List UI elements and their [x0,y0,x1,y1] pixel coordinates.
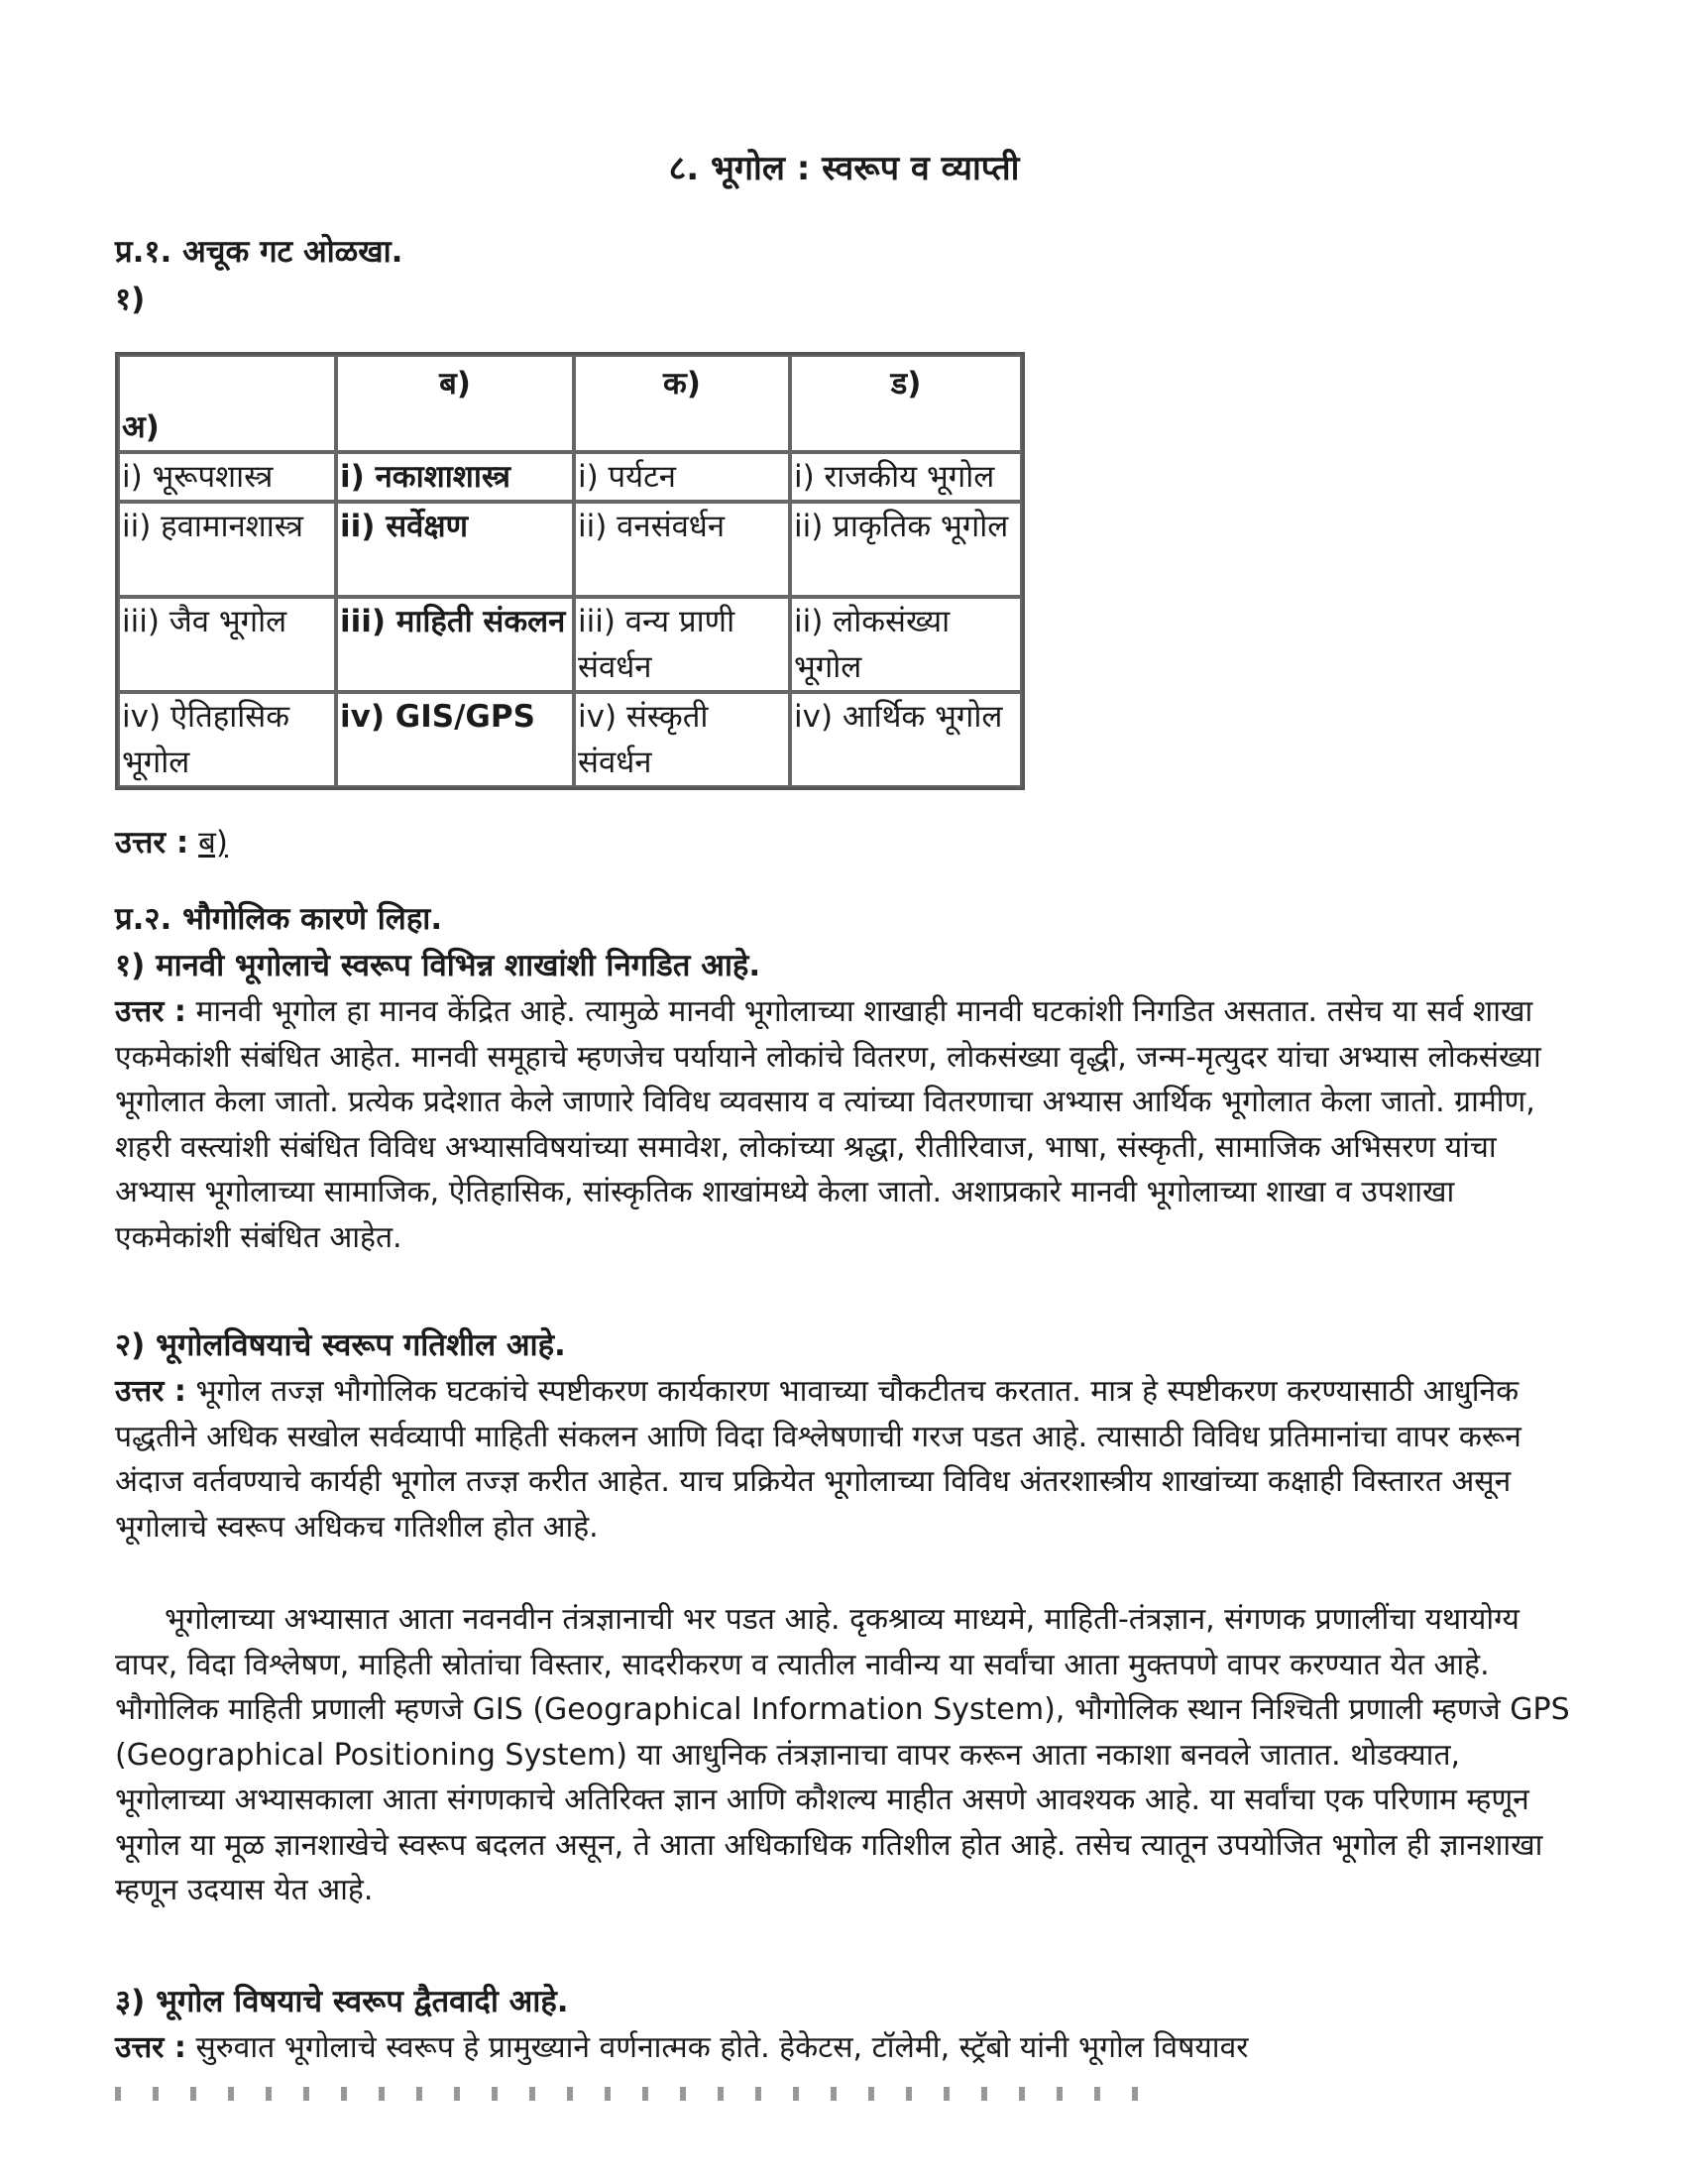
table-cell: ii) सर्वेक्षण [336,502,574,597]
subquestion-2-answer [115,1369,1570,1550]
answer-text: सुरुवात भूगोलाचे स्वरूप हे प्रामुख्याने वर्णनात्मक होते. हेकेटस, टॉलेमी, स्ट्रॅबो यांनी भूगोल विषयावर [195,2030,1249,2065]
answer-label: उत्तर : [115,2030,186,2065]
question-1-heading: प्र.१. अचूक गट ओळखा. [115,234,403,270]
question-1-answer [115,821,228,862]
table-cell: iv) संस्कृती संवर्धन [574,692,790,787]
table-cell: i) पर्यटन [574,452,790,502]
subquestion-2-answer-paragraph-2: भूगोलाच्या अभ्यासात आता नवनवीन तंत्रज्ञानाची भर पडत आहे. दृकश्राव्य माध्यमे, माहिती-तंत्रज्ञान, संगणक प्रणालींचा यथायोग्य वापर, विदा विश्लेषण, माहिती स्रोतांचा विस्तार, सादरीकरण व त्यातील नावीन्य या सर्वांचा आता मुक्तपणे वापर करण्यात येत आहे. भौगोलिक माहिती प्रणाली म्हणजे GIS (Geographical Information System), भौगोलिक स्थान निश्चिती प्रणाली म्हणजे GPS (Geographical Positioning System) या आधुनिक तंत्रज्ञानाचा वापर करून आता नकाशा बनवले जातात. थोडक्यात, भूगोलाच्या अभ्यासकाला आता संगणकाचे अतिरिक्त ज्ञान आणि कौशल्य माहीत असणे आवश्यक आहे. या सर्वांचा एक परिणाम म्हणून भूगोल या मूळ ज्ञानशाखेचे स्वरूप बदलत असून, ते आता अधिकाधिक गतिशील होत आहे. तसेच त्यातून उपयोजित भूगोल ही ज्ञानशाखा म्हणून उदयास येत आहे. [115,1602,1570,1907]
subquestion-2-title: २) भूगोलविषयाचे स्वरूप गतिशील आहे. [115,1327,566,1363]
answer-text: मानवी भूगोल हा मानव केंद्रित आहे. त्यामुळे मानवी भूगोलाच्या शाखाही मानवी घटकांशी निगडित असतात. तसेच या सर्व शाखा एकमेकांशी संबंधित आहेत. मानवी समूहाचे म्हणजेच पर्यायाने लोकांचे वितरण, लोकसंख्या वृद्धी, जन्म-मृत्युदर यांचा अभ्यास लोकसंख्या भूगोलात केला जातो. प्रत्येक प्रदेशात केले जाणारे विविध व्यवसाय व त्यांच्या वितरणाचा अभ्यास आर्थिक भूगोलात केला जातो. ग्रामीण, शहरी वस्त्यांशी संबंधित विविध अभ्यासविषयांच्या समावेश, लोकांच्या श्रद्धा, रीतीरिवाज, भाषा, संस्कृती, सामाजिक अभिसरण यांचा अभ्यास भूगोलाच्या सामाजिक, ऐतिहासिक, सांस्कृतिक शाखांमध्ये केला जातो. अशाप्रकारे मानवी भूगोलाच्या शाखा व उपशाखा एकमेकांशी संबंधित आहेत. [115,994,1541,1255]
table-row [118,692,1022,787]
answer-value: ब) [198,825,228,861]
table-cell: iii) माहिती संकलन [336,597,574,692]
table-cell: iii) जैव भूगोल [118,597,336,692]
table-cell: i) नकाशाशास्त्र [336,452,574,502]
table-header-row [118,355,1022,452]
table-cell: ii) लोकसंख्या भूगोल [790,597,1022,692]
table-cell: ii) हवामानशास्त्र [118,502,336,597]
table-cell: iii) वन्य प्राणी संवर्धन [574,597,790,692]
header-cell: ड) [790,355,1022,452]
subquestion-1-answer [115,989,1570,1260]
question-2-heading: प्र.२. भौगोलिक कारणे लिहा. [115,901,443,937]
table-cell: i) राजकीय भूगोल [790,452,1022,502]
cut-off-text-line [115,2087,1156,2101]
question-1-number: १) [115,282,146,317]
header-cell: अ) [118,355,336,452]
table-cell: iv) आर्थिक भूगोल [790,692,1022,787]
answer-label: उत्तर : [115,994,186,1029]
table-cell: iv) ऐतिहासिक भूगोल [118,692,336,787]
table-cell: ii) वनसंवर्धन [574,502,790,597]
header-cell: ब) [336,355,574,452]
table-cell: iv) GIS/GPS [336,692,574,787]
table-cell: i) भूरूपशास्त्र [118,452,336,502]
table-row [118,452,1022,502]
answer-label: उत्तर : [115,1374,186,1409]
subquestion-3-answer [115,2025,1570,2071]
table-row [118,597,1022,692]
answer-text: भूगोल तज्ज्ञ भौगोलिक घटकांचे स्पष्टीकरण कार्यकारण भावाच्या चौकटीतच करतात. मात्र हे स्पष्टीकरण करण्यासाठी आधुनिक पद्धतीने अधिक सखोल सर्वव्यापी माहिती संकलन आणि विदा विश्लेषणाची गरज पडत आहे. त्यासाठी विविध प्रतिमानांचा वापर करून अंदाज वर्तवण्याचे कार्यही भूगोल तज्ज्ञ करीत आहेत. याच प्रक्रियेत भूगोलाच्या विविध अंतरशास्त्रीय शाखांच्या कक्षाही विस्तारत असून भूगोलाचे स्वरूप अधिकच गतिशील होत आहे. [115,1374,1521,1545]
page-title: ८. भूगोल : स्वरूप व व्याप्ती [668,149,1020,188]
table-cell: ii) प्राकृतिक भूगोल [790,502,1022,597]
answer-label: उत्तर : [115,825,189,861]
subquestion-3-title: ३) भूगोल विषयाचे स्वरूप द्वैतवादी आहे. [115,1984,569,2019]
table-row [118,502,1022,597]
header-cell: क) [574,355,790,452]
subquestion-1-title: १) मानवी भूगोलाचे स्वरूप विभिन्न शाखांशी निगडित आहे. [115,948,761,983]
match-table [115,352,1025,790]
